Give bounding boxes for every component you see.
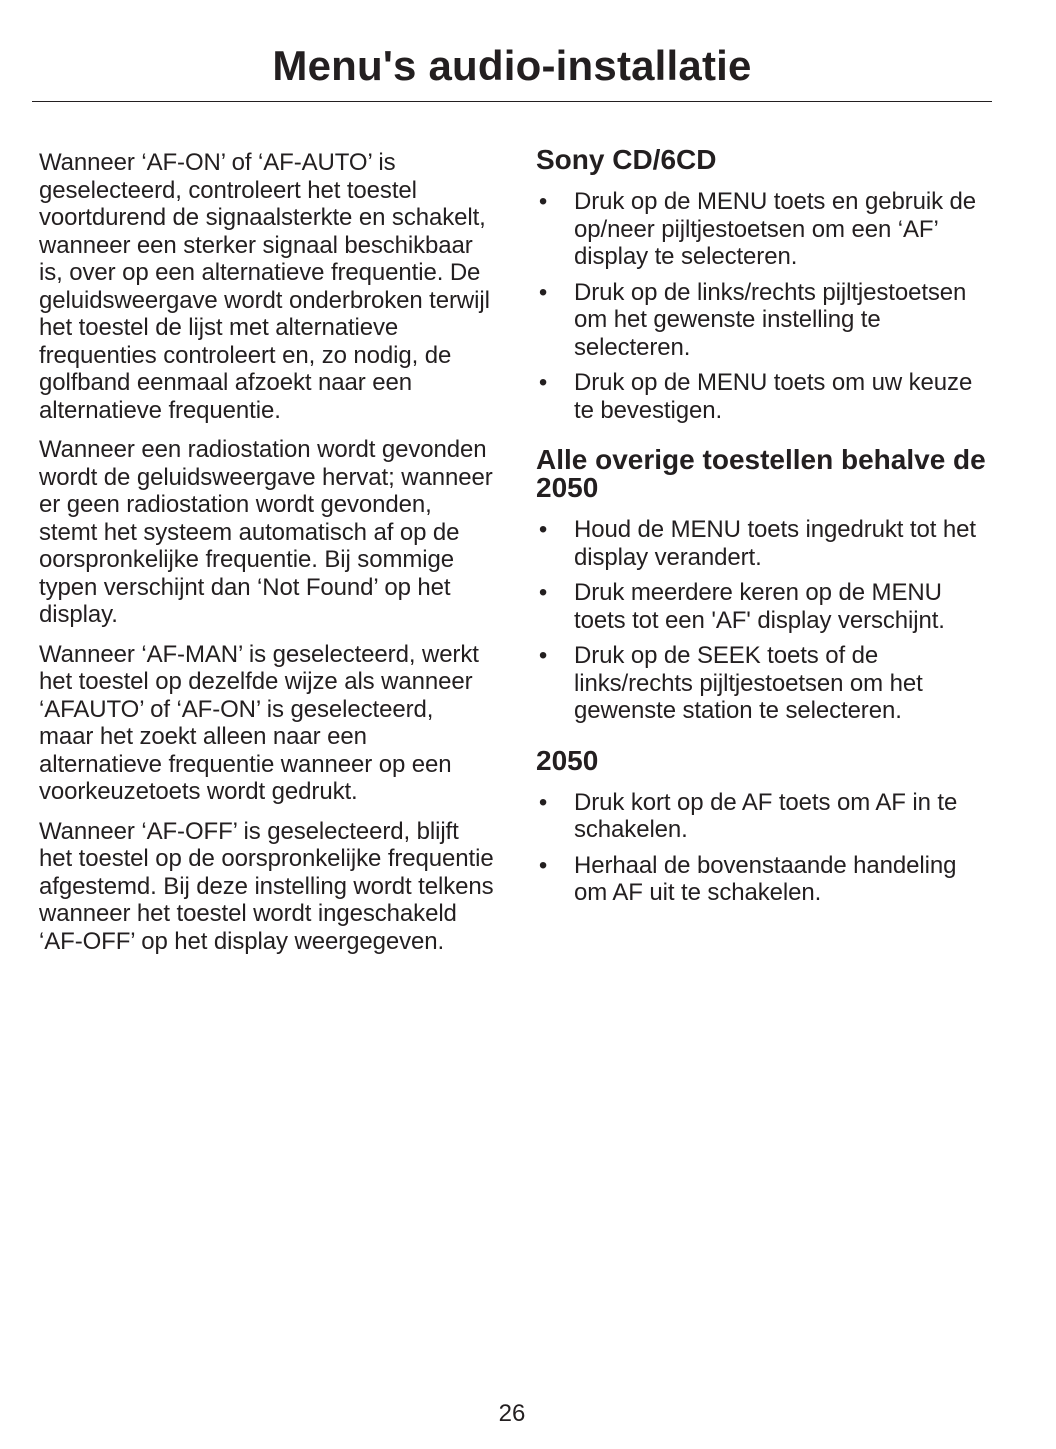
list-item — [536, 579, 996, 634]
bullet-icon: • — [538, 788, 548, 816]
list-item-text: Druk kort op de AF toets om AF in te schakelen. — [574, 788, 958, 843]
list-item — [536, 188, 996, 271]
bullet-icon: • — [538, 579, 548, 606]
list-item-text: Druk op de MENU toets en gebruik de op/neer pijltjestoetsen om een ‘AF’ display te selecteren. — [574, 188, 977, 270]
list-item — [536, 369, 996, 424]
list-item-text: Houd de MENU toets ingedrukt tot het display verandert. — [574, 516, 976, 571]
list-item-text: Druk op de links/rechts pijltjestoetsen om het gewenste instelling te selecteren. — [574, 278, 967, 361]
bullet-icon: • — [538, 278, 548, 306]
bullet-list-other-units — [536, 516, 996, 725]
list-item-text: Herhaal de bovenstaande handeling om AF uit te schakelen. — [574, 851, 957, 906]
bullet-icon: • — [538, 188, 548, 215]
section-heading-other-units: Alle overige toestellen behalve de 2050 — [536, 444, 986, 503]
list-item — [536, 516, 996, 571]
paragraph-af-on-auto: Wanneer ‘AF-ON’ of ‘AF-AUTO’ is geselecteerd, controleert het toestel voortdurend de signaalsterkte en schakelt, wanneer een sterker signaal beschikbaar is, over op een alternatieve frequentie. De geluidsweergave wordt onderbroken terwijl het toestel de lijst met alternatieve frequenties controleert en, zo nodig, de golfband eenmaal afzoekt naar een alternatieve frequentie. — [39, 149, 490, 424]
section-heading-2050: 2050 — [536, 744, 599, 776]
title-divider — [32, 101, 992, 102]
left-column — [39, 149, 494, 967]
list-item — [536, 852, 996, 907]
list-item — [536, 642, 996, 725]
page-number: 26 — [498, 1400, 526, 1427]
paragraph-station-found: Wanneer een radiostation wordt gevonden wordt de geluidsweergave hervat; wanneer er geen radiostation wordt gevonden, stemt het systeem automatisch af op de oorspronkelijke frequentie. Bij sommige typen verschijnt dan ‘Not Found’ op het display. — [39, 436, 493, 628]
right-column — [536, 146, 996, 929]
paragraph-af-man: Wanneer ‘AF-MAN’ is geselecteerd, werkt het toestel op dezelfde wijze als wanneer ‘AFAUTO’ of ‘AF-ON’ is geselecteerd, maar het zoekt alleen naar een alternatieve frequentie wanneer op een voorkeuzetoets wordt gedrukt. — [39, 640, 479, 805]
bullet-icon: • — [538, 369, 548, 396]
list-item — [536, 789, 996, 844]
bullet-icon: • — [538, 516, 548, 543]
list-item-text: Druk op de SEEK toets of de links/rechts pijltjestoetsen om het gewenste station te selecteren. — [574, 642, 923, 724]
list-item-text: Druk meerdere keren op de MENU toets tot een 'AF' display verschijnt. — [574, 579, 945, 634]
list-item — [536, 279, 996, 362]
bullet-icon: • — [538, 851, 548, 879]
page-title: Menu's audio-installatie — [272, 42, 752, 89]
bullet-list-sony — [536, 188, 996, 424]
list-item-text: Druk op de MENU toets om uw keuze te bevestigen. — [574, 369, 973, 424]
bullet-list-2050 — [536, 789, 996, 907]
section-heading-sony: Sony CD/6CD — [536, 144, 717, 175]
paragraph-af-off: Wanneer ‘AF-OFF’ is geselecteerd, blijft het toestel op de oorspronkelijke frequentie afgestemd. Bij deze instelling wordt telkens wanneer het toestel wordt ingeschakeld ‘AF-OFF’ op het display weergegeven. — [39, 817, 494, 955]
bullet-icon: • — [538, 642, 548, 669]
